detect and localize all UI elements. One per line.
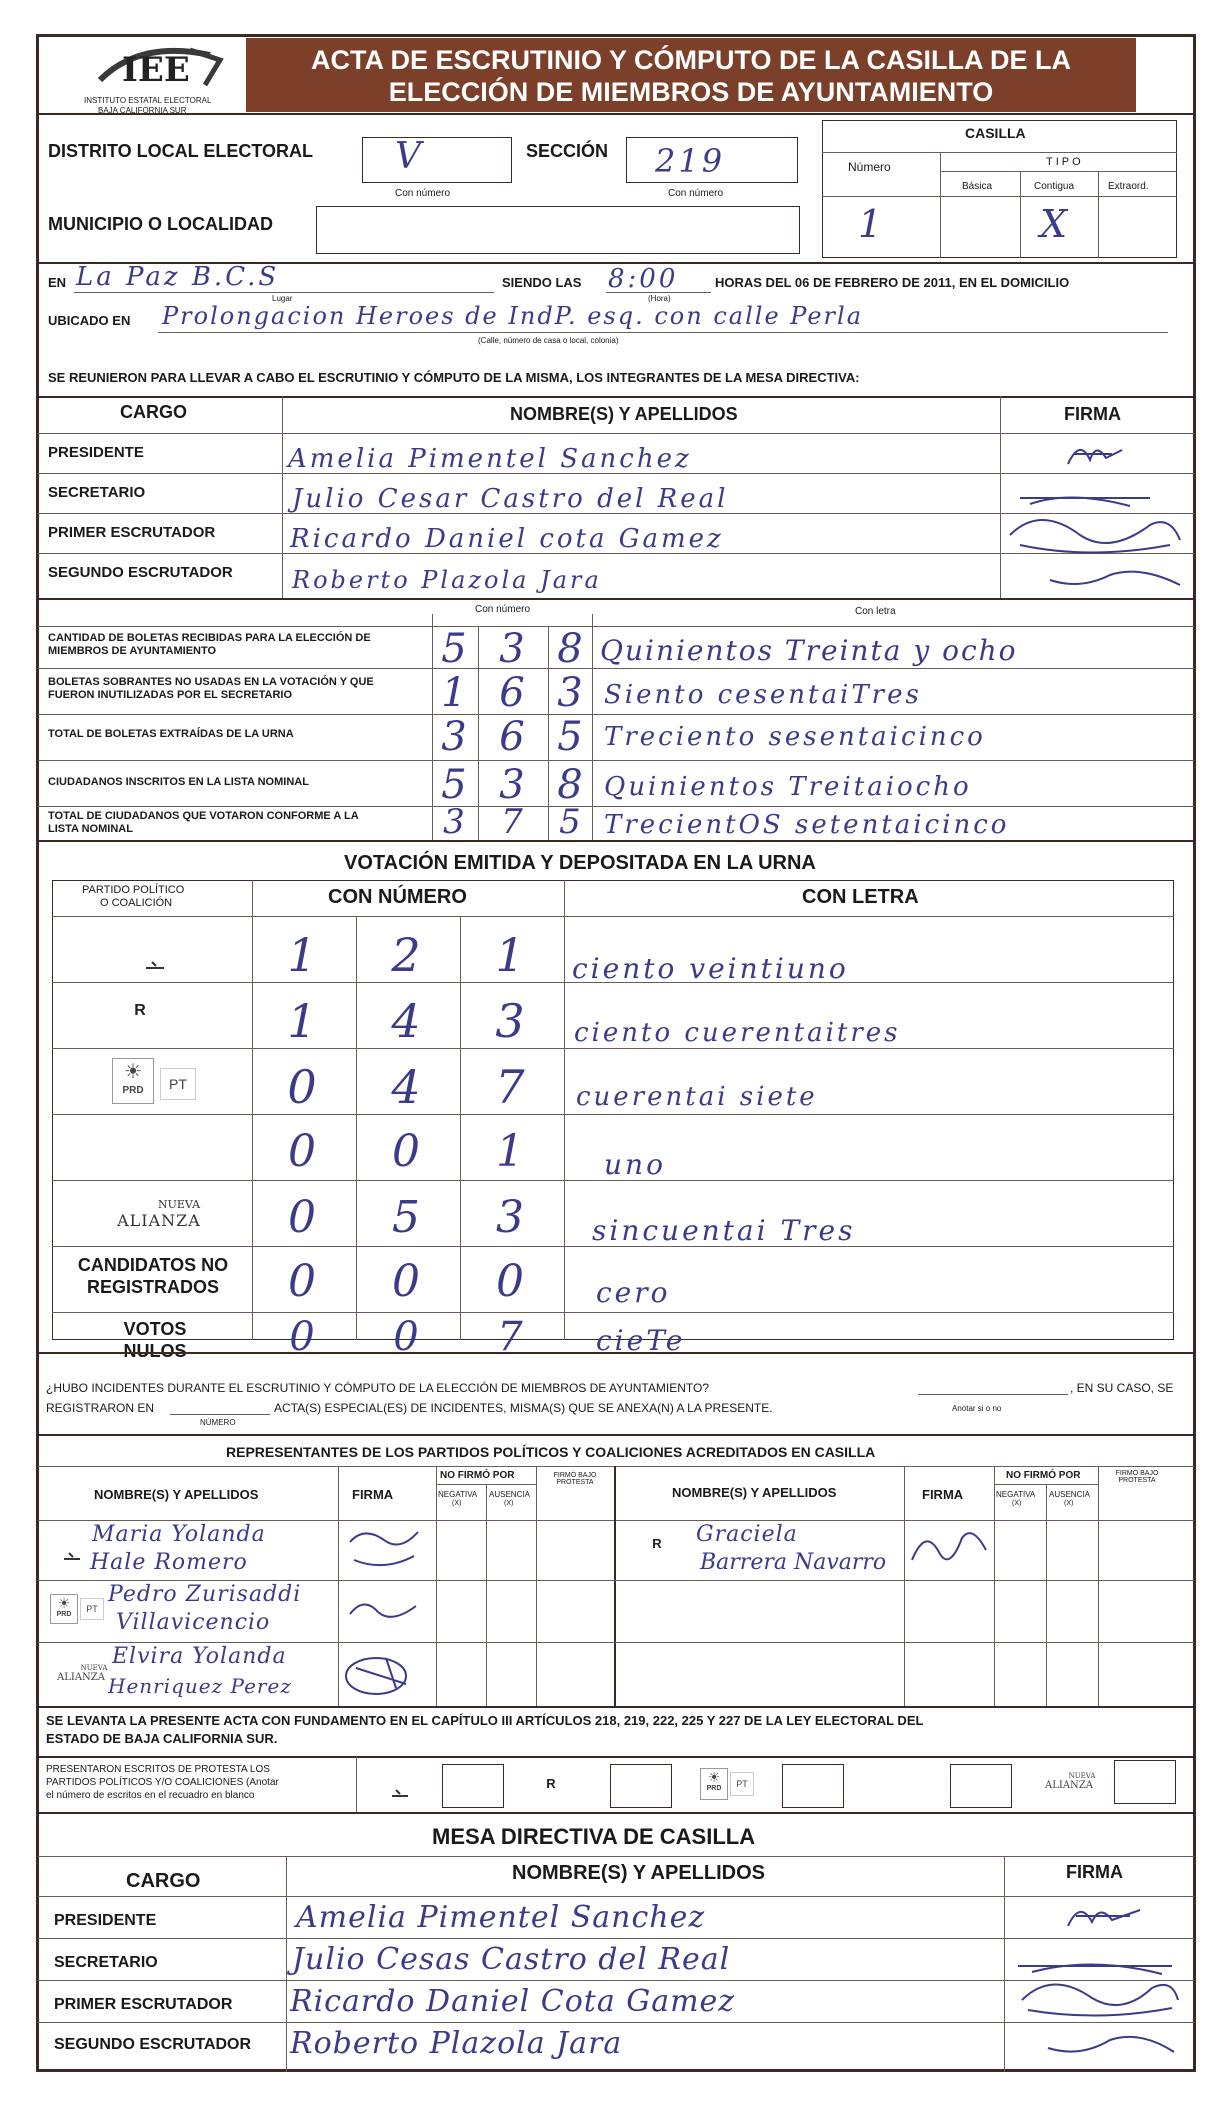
negativa-right: NEGATIVA: [996, 1490, 1036, 1499]
voto-7-d1: 0: [289, 1314, 315, 1360]
rep-left-3-name-1: Elvira Yolanda: [112, 1644, 287, 1669]
protesta-prd-text: PRD: [706, 1785, 722, 1792]
boleta-5-d3: 5: [559, 802, 581, 842]
no-firmo-left: NO FIRMÓ POR: [440, 1470, 515, 1481]
rep-right-1-name-2: Barrera Navarro: [700, 1550, 887, 1575]
voto-4-d1: 0: [288, 1126, 316, 1177]
mesa-bottom-nombre-header: NOMBRE(S) Y APELLIDOS: [512, 1862, 765, 1884]
voto-2-letra: ciento cuerentaitres: [574, 1018, 901, 1048]
rep-logo-nueva-alianza: [48, 1664, 114, 1683]
page-title: [246, 38, 1136, 112]
incidentes-line-2-start: REGISTRARON EN: [46, 1401, 155, 1415]
alianza-text: ALIANZA: [117, 1211, 201, 1230]
representantes-title: REPRESENTANTES DE LOS PARTIDOS POLÍTICOS Y COALICIONES ACREDITADOS EN CASILLA: [226, 1444, 876, 1460]
fundamento-line-1: SE LEVANTA LA PRESENTE ACTA CON FUNDAMENTO EN EL CAPÍTULO III ARTÍCULOS 218, 219, 222, 225 Y 227 DE LA LEY ELECTORAL DEL: [46, 1713, 924, 1728]
siendo-label: SIENDO LAS: [502, 275, 582, 290]
mesa-top-nombre-3: Ricardo Daniel cota Gamez: [290, 524, 724, 554]
no-firmo-right: NO FIRMÓ POR: [1006, 1470, 1081, 1481]
boleta-5-d1: 3: [443, 802, 465, 842]
boleta-1-d2: 3: [499, 626, 525, 672]
voto-3-letra: cuerentai siete: [576, 1082, 818, 1112]
tipo-label: TIPO: [1046, 156, 1084, 168]
voto-5-d2: 5: [392, 1192, 420, 1243]
mesa-bottom-nombre-1: Amelia Pimentel Sanchez: [296, 1900, 706, 1935]
nombre-header: NOMBRE(S) Y APELLIDOS: [510, 404, 738, 424]
rep-left-1-name-1: Maria Yolanda: [92, 1522, 266, 1547]
extraord-label: Extraord.: [1108, 181, 1149, 192]
cargo-header: CARGO: [120, 402, 187, 422]
basica-label: Básica: [962, 181, 993, 192]
boleta-label-4: CIUDADANOS INSCRITOS EN LA LISTA NOMINAL: [48, 776, 309, 788]
boleta-3-d1: 3: [441, 714, 467, 760]
firma-header: FIRMA: [1064, 404, 1121, 424]
institute-region: BAJA CALIFORNIA SUR: [98, 106, 187, 115]
rep-alianza-text: ALIANZA: [57, 1672, 105, 1683]
rep-left-3-name-2: Henriquez Perez: [108, 1674, 292, 1698]
mesa-top-nombre-1: Amelia Pimentel Sanchez: [288, 444, 692, 474]
party-logo-nueva-alianza: [104, 1198, 214, 1230]
iee-logo: [80, 40, 240, 116]
boleta-label-1a: CANTIDAD DE BOLETAS RECIBIDAS PARA LA ELECCIÓN DE: [48, 632, 371, 644]
protesta-logo-prd: ☀ PRD: [700, 1768, 728, 1800]
protesta-logo-pan: [390, 1788, 410, 1801]
boleta-3-d2: 6: [499, 714, 525, 760]
rep-logo-pri: R: [652, 1536, 662, 1551]
ausencia-x-left: (X): [504, 1500, 514, 1507]
boleta-2-d1: 1: [441, 670, 467, 716]
district-label: DISTRITO LOCAL ELECTORAL: [48, 141, 314, 161]
voto-1-letra: ciento veintiuno: [572, 952, 849, 985]
voto-7-d2: 0: [393, 1314, 419, 1360]
mesa-bottom-nombre-3: Ricardo Daniel Cota Gamez: [290, 1984, 736, 2019]
boleta-2-d2: 6: [499, 670, 525, 716]
voto-6-d1: 0: [288, 1256, 316, 1307]
rep-logo-pt: PT: [80, 1598, 104, 1620]
mesa-bottom-cargo-3: PRIMER ESCRUTADOR: [54, 1996, 233, 2013]
voto-2-d2: 4: [391, 994, 421, 1048]
rep-left-3-firma: [336, 1648, 426, 1698]
rep-left-2-name-1: Pedro Zurisaddi: [108, 1582, 302, 1607]
firma-presidente-bottom: [1060, 1896, 1150, 1936]
voto-4-d2: 0: [392, 1126, 420, 1177]
firma-primer-escrutador-bottom: [1012, 1970, 1182, 2024]
voto-2-d3: 3: [495, 994, 525, 1048]
title-line-1: ACTA DE ESCRUTINIO Y CÓMPUTO DE LA CASILLA DE LA: [310, 45, 1072, 75]
district-value: V: [395, 136, 424, 177]
voto-5-d3: 3: [496, 1192, 524, 1243]
protesta-logo-nueva-alianza: [1036, 1772, 1102, 1791]
mesa-top-nombre-2: Julio Cesar Castro del Real: [292, 484, 729, 514]
municipality-box[interactable]: [316, 206, 800, 254]
voto-7-letra: cieTe: [596, 1324, 686, 1357]
protesta-line-2: PARTIDOS POLÍTICOS Y/O COALICIONES (Anotar: [46, 1777, 279, 1788]
voto-3-d2: 4: [391, 1060, 421, 1114]
protesta-box-pri[interactable]: [610, 1764, 672, 1808]
boleta-label-3: TOTAL DE BOLETAS EXTRAÍDAS DE LA URNA: [48, 728, 294, 740]
incidentes-line-1: ¿HUBO INCIDENTES DURANTE EL ESCRUTINIO Y CÓMPUTO DE LA ELECCIÓN DE MIEMBROS DE AYUNTAMIENTO?: [46, 1381, 709, 1395]
party-logo-pri: R: [134, 1002, 146, 1019]
voto-2-d1: 1: [287, 994, 317, 1048]
section-value: 219: [655, 142, 726, 180]
hora-caption: (Hora): [648, 294, 671, 303]
boleta-5-letra: TrecientOS setentaicinco: [604, 810, 1010, 840]
voto-4-d3: 1: [496, 1126, 524, 1177]
con-letra-caption: Con letra: [855, 606, 896, 617]
mesa-top-nombre-4: Roberto Plazola Jara: [292, 566, 602, 594]
voto-1-d3: 1: [495, 928, 525, 982]
protesta-box-nueva-alianza[interactable]: [1114, 1760, 1176, 1804]
numero-header: CON NÚMERO: [328, 886, 467, 908]
rep-firma-header-left: FIRMA: [352, 1487, 394, 1502]
incidentes-line-1-end: , EN SU CASO, SE: [1070, 1381, 1174, 1395]
ausencia-x-right: (X): [1064, 1500, 1074, 1507]
contigua-mark: X: [1040, 202, 1071, 246]
firmo-bajo-right: FIRMÓ BAJO PROTESTA: [1115, 1470, 1159, 1484]
fecha-text: HORAS DEL 06 DE FEBRERO DE 2011, EN EL DOMICILIO: [715, 275, 1070, 290]
boleta-label-1b: MIEMBROS DE AYUNTAMIENTO: [48, 645, 217, 657]
voto-6-letra: cero: [596, 1276, 671, 1309]
protesta-line-1: PRESENTARON ESCRITOS DE PROTESTA LOS: [46, 1764, 270, 1775]
rep-logo-prd: ☀ PRD: [50, 1594, 78, 1624]
rep-nueva-text: NUEVA: [80, 1664, 108, 1672]
rep-left-1-firma: [344, 1522, 424, 1580]
voto-3-d1: 0: [287, 1060, 317, 1114]
boleta-4-letra: Quinientos Treitaiocho: [604, 772, 972, 802]
nueva-text: NUEVA: [157, 1198, 201, 1211]
rep-prd-text: PRD: [56, 1611, 72, 1618]
casilla-numero-value: 1: [858, 202, 886, 246]
candidatos-no-registrados: CANDIDATOS NO REGISTRADOS: [77, 1255, 229, 1297]
partido-header-1: PARTIDO POLÍTICO: [82, 884, 185, 896]
address-caption: (Calle, número de casa o local, colonia): [478, 336, 619, 345]
boleta-4-d2: 3: [499, 762, 525, 808]
mesa-top-cargo-3: PRIMER ESCRUTADOR: [48, 524, 216, 541]
boleta-1-letra: Quinientos Treinta y ocho: [600, 634, 1018, 667]
partido-header-2: O COALICIÓN: [100, 897, 173, 909]
negativa-left: NEGATIVA: [438, 1490, 478, 1499]
mesa-bottom-title: MESA DIRECTIVA DE CASILLA: [432, 1824, 756, 1849]
voto-3-d3: 7: [495, 1060, 525, 1114]
voto-6-d2: 0: [392, 1256, 420, 1307]
prd-text: PRD: [122, 1085, 144, 1096]
rep-nombre-header-left: NOMBRE(S) Y APELLIDOS: [94, 1487, 259, 1502]
party-logo-pt: PT: [160, 1068, 196, 1100]
rep-right-1-firma: [906, 1520, 992, 1580]
mesa-bottom-nombre-4: Roberto Plazola Jara: [290, 2026, 623, 2061]
mesa-bottom-cargo-1: PRESIDENTE: [54, 1912, 157, 1929]
mesa-bottom-cargo-4: SEGUNDO ESCRUTADOR: [54, 2036, 252, 2053]
firma-segundo-escrutador-top: [1040, 560, 1190, 600]
boleta-label-5a: TOTAL DE CIUDADANOS QUE VOTARON CONFORME A LA: [48, 810, 359, 822]
protesta-nueva-text: NUEVA: [1068, 1772, 1096, 1780]
mesa-bottom-cargo-2: SECRETARIO: [54, 1954, 158, 1971]
boleta-1-d3: 8: [557, 626, 583, 672]
incidentes-line-2-end: ACTA(S) ESPECIAL(ES) DE INCIDENTES, MISMA(S) QUE SE ANEXA(N) A LA PRESENTE.: [274, 1401, 773, 1415]
municipality-label: MUNICIPIO O LOCALIDAD: [48, 214, 273, 234]
numero-label: Número: [848, 160, 891, 174]
reunion-text: SE REUNIERON PARA LLEVAR A CABO EL ESCRUTINIO Y CÓMPUTO DE LA MISMA, LOS INTEGRANTES DE LA MESA DIRECTIVA:: [48, 370, 860, 385]
boleta-4-d1: 5: [441, 762, 467, 808]
protesta-box-4[interactable]: [950, 1764, 1012, 1808]
boleta-label-2b: FUERON INUTILIZADAS POR EL SECRETARIO: [48, 689, 293, 701]
protesta-box-prd[interactable]: [782, 1764, 844, 1808]
firma-segundo-escrutador-bottom: [1040, 2026, 1180, 2066]
protesta-logo-pri: R: [546, 1776, 556, 1791]
mesa-top-cargo-1: PRESIDENTE: [48, 444, 144, 461]
rep-left-2-name-2: Villavicencio: [116, 1610, 271, 1635]
protesta-box-pan[interactable]: [442, 1764, 504, 1808]
boleta-2-letra: Siento cesentaiTres: [604, 680, 922, 710]
rep-firma-header-right: FIRMA: [922, 1487, 964, 1502]
anotar-caption: Anotar si o no: [952, 1404, 1002, 1413]
ausencia-right: AUSENCIA: [1049, 1490, 1090, 1499]
boleta-3-d3: 5: [557, 714, 583, 760]
ubicado-value: Prolongacion Heroes de IndP. esq. con calle Perla: [162, 302, 863, 330]
voto-1-d2: 2: [391, 928, 421, 982]
mesa-top-cargo-4: SEGUNDO ESCRUTADOR: [48, 564, 233, 581]
boleta-label-2a: BOLETAS SOBRANTES NO USADAS EN LA VOTACIÓN Y QUE: [48, 676, 374, 688]
firma-presidente-top: [1060, 436, 1130, 472]
logo-text: IEE: [122, 50, 190, 90]
contigua-label: Contigua: [1034, 181, 1075, 192]
firma-primer-escrutador-top: [1000, 505, 1190, 565]
ausencia-left: AUSENCIA: [489, 1490, 530, 1499]
voto-1-d1: 1: [287, 928, 317, 982]
casilla-label: CASILLA: [965, 125, 1026, 141]
rep-logo-pan: [60, 1550, 84, 1565]
rep-left-1-name-2: Hale Romero: [90, 1550, 248, 1575]
rep-right-1-name-1: Graciela: [696, 1522, 798, 1547]
lugar-value: La Paz B.C.S: [76, 262, 280, 292]
mesa-top-cargo-2: SECRETARIO: [48, 484, 146, 501]
voto-5-letra: sincuentai Tres: [592, 1214, 856, 1247]
district-caption: Con número: [395, 188, 451, 199]
section-label: SECCIÓN: [526, 141, 609, 161]
party-logo-pan: [140, 958, 170, 977]
voto-5-d1: 0: [288, 1192, 316, 1243]
en-label: EN: [48, 275, 67, 290]
party-logo-prd: ☀ PRD: [112, 1058, 154, 1104]
boleta-5-d2: 7: [501, 802, 523, 842]
protesta-alianza-text: ALIANZA: [1045, 1780, 1093, 1791]
letra-header: CON LETRA: [802, 886, 919, 908]
section-caption: Con número: [668, 188, 724, 199]
hora-value: 8:00: [608, 264, 679, 294]
negativa-x-left: (X): [452, 1500, 462, 1507]
voto-6-d3: 0: [496, 1256, 524, 1307]
rep-left-2-firma: [344, 1590, 424, 1630]
votacion-title: VOTACIÓN EMITIDA Y DEPOSITADA EN LA URNA: [344, 852, 816, 874]
mesa-bottom-cargo-header: CARGO: [126, 1870, 201, 1892]
numero-caption: NÚMERO: [200, 1418, 236, 1427]
protesta-line-3: el número de escritos en el recuadro en blanco: [46, 1790, 255, 1801]
rep-nombre-header-right: NOMBRE(S) Y APELLIDOS: [672, 1485, 837, 1500]
institute-name: INSTITUTO ESTATAL ELECTORAL: [84, 96, 212, 105]
mesa-bottom-firma-header: FIRMA: [1066, 1862, 1123, 1882]
boleta-3-letra: Treciento sesentaicinco: [604, 722, 986, 752]
con-numero-caption: Con número: [475, 604, 531, 615]
boleta-2-d3: 3: [557, 670, 583, 716]
title-line-2: ELECCIÓN DE MIEMBROS DE AYUNTAMIENTO: [388, 77, 994, 107]
negativa-x-right: (X): [1012, 1500, 1022, 1507]
firmo-bajo-left: FIRMÓ BAJO PROTESTA: [553, 1472, 597, 1486]
mesa-bottom-nombre-2: Julio Cesas Castro del Real: [292, 1942, 731, 1977]
boleta-1-d1: 5: [441, 626, 467, 672]
fundamento-line-2: ESTADO DE BAJA CALIFORNIA SUR.: [46, 1731, 278, 1746]
ubicado-label: UBICADO EN: [48, 313, 131, 328]
district-box[interactable]: [362, 137, 512, 183]
votos-nulos: VOTOS NULOS: [123, 1319, 187, 1361]
voto-7-d3: 7: [497, 1314, 523, 1360]
boleta-label-5b: LISTA NOMINAL: [48, 823, 133, 835]
lugar-caption: Lugar: [272, 294, 293, 303]
voto-4-letra: uno: [604, 1148, 666, 1181]
protesta-logo-pt: PT: [730, 1772, 754, 1796]
boleta-4-d3: 8: [557, 762, 583, 808]
